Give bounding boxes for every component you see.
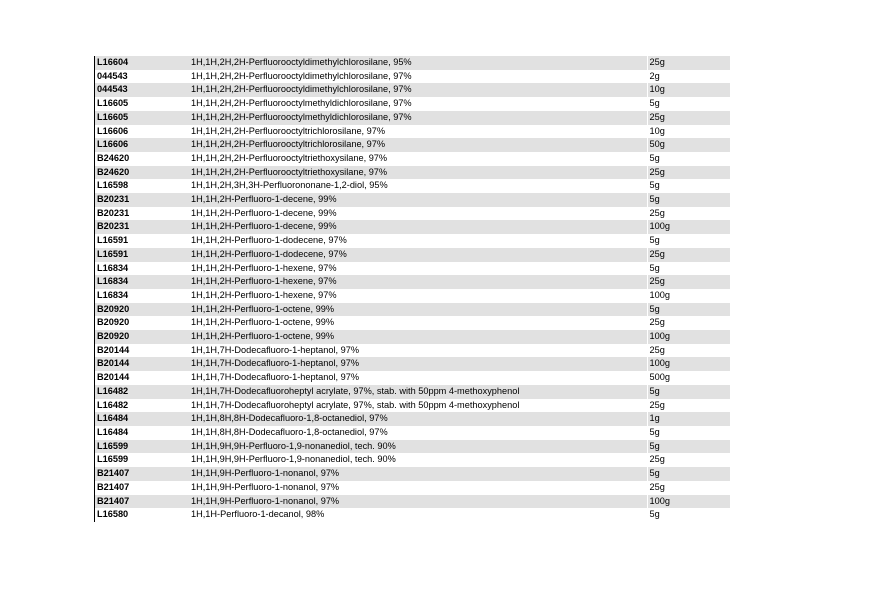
product-description-cell: 1H,1H,2H,2H-Perfluorooctyltriethoxysilane, 97%: [189, 166, 648, 180]
table-row: [95, 440, 730, 454]
catalog-code-cell: B21407: [95, 467, 190, 481]
catalog-code-cell: B24620: [95, 152, 190, 166]
catalog-code-cell: B20231: [95, 193, 190, 207]
product-description-cell: 1H,1H,8H,8H-Dodecafluoro-1,8-octanediol, 97%: [189, 412, 648, 426]
product-description-cell: 1H,1H,2H,2H-Perfluorooctyltriethoxysilane, 97%: [191, 152, 388, 163]
product-description-cell: 1H,1H,7H-Dodecafluoro-1-heptanol, 97%: [191, 372, 360, 383]
pack-size-cell: 5g: [649, 262, 660, 273]
table-row: [95, 412, 730, 426]
catalog-code-cell: L16598: [95, 179, 190, 193]
table-row: [95, 179, 730, 193]
pack-size-cell: 25g: [648, 166, 730, 180]
product-description-cell: 1H,1H-Perfluoro-1-decanol, 98%: [191, 509, 325, 520]
table-row: [95, 193, 730, 207]
catalog-code-cell: L16484: [95, 426, 190, 440]
pack-size-cell: 5g: [649, 180, 660, 191]
catalog-code-cell: B24620: [95, 166, 190, 180]
product-description-cell: 1H,1H,2H,2H-Perfluorooctylmethyldichlorosilane, 97%: [189, 111, 648, 125]
product-description-cell: 1H,1H,8H,8H-Dodecafluoro-1,8-octanediol, 97%: [191, 426, 388, 437]
table-row: [95, 152, 730, 166]
catalog-code-cell: L16591: [95, 248, 190, 262]
pack-size-cell: 10g: [648, 83, 730, 97]
pack-size-cell: 100g: [648, 495, 730, 509]
table-row: [95, 303, 730, 317]
table-row: [95, 330, 730, 344]
pack-size-cell: 1g: [648, 412, 730, 426]
table-row: [95, 234, 730, 248]
catalog-code-cell: B21407: [95, 495, 190, 509]
table-row: [95, 97, 730, 111]
catalog-code-cell: L16605: [95, 97, 190, 111]
catalog-code-cell: B20144: [95, 344, 190, 358]
catalog-code-cell: B20920: [95, 316, 190, 330]
pack-size-cell: 25g: [649, 454, 665, 465]
pack-size-cell: 25g: [648, 275, 730, 289]
product-description-cell: 1H,1H,2H-Perfluoro-1-hexene, 97%: [191, 262, 337, 273]
product-description-cell: 1H,1H,2H-Perfluoro-1-decene, 99%: [191, 207, 337, 218]
table-row: [95, 248, 730, 262]
catalog-code-cell: L16599: [95, 440, 190, 454]
table-row: [95, 495, 730, 509]
catalog-code-cell: 044543: [95, 70, 190, 84]
pack-size-cell: 25g: [649, 344, 665, 355]
catalog-code-cell: L16605: [95, 111, 190, 125]
product-description-cell: 1H,1H,7H-Dodecafluoroheptyl acrylate, 97%, stab. with 50ppm 4-methoxyphenol: [191, 399, 520, 410]
table-row: [95, 426, 730, 440]
catalog-code-cell: L16482: [95, 385, 190, 399]
product-description-cell: 1H,1H,2H,2H-Perfluorooctyldimethylchlorosilane, 97%: [189, 83, 648, 97]
pack-size-cell: 25g: [649, 207, 665, 218]
catalog-code-cell: L16591: [95, 234, 190, 248]
catalog-code-cell: L16604: [95, 56, 190, 70]
catalog-code-cell: L16606: [95, 125, 190, 139]
product-description-cell: 1H,1H,2H-Perfluoro-1-dodecene, 97%: [189, 248, 648, 262]
pack-size-cell: 500g: [649, 372, 670, 383]
product-description-cell: 1H,1H,2H-Perfluoro-1-decene, 99%: [189, 193, 648, 207]
pack-size-cell: 25g: [649, 481, 665, 492]
table-row: [95, 357, 730, 371]
pack-size-cell: 25g: [648, 56, 730, 70]
catalog-code-cell: L16834: [95, 262, 190, 276]
catalog-code-cell: B20231: [95, 220, 190, 234]
table-row: [95, 166, 730, 180]
pack-size-cell: 2g: [649, 70, 660, 81]
pack-size-cell: 50g: [648, 138, 730, 152]
table-row: [95, 344, 730, 358]
product-description-cell: 1H,1H,2H,2H-Perfluorooctyltrichlorosilane, 97%: [189, 138, 648, 152]
catalog-code-cell: L16834: [95, 289, 190, 303]
table-row: [95, 481, 730, 495]
catalog-code-cell: B20231: [95, 207, 190, 221]
pack-size-cell: 25g: [648, 111, 730, 125]
pack-size-cell: 5g: [648, 467, 730, 481]
catalog-code-cell: L16580: [95, 508, 190, 522]
table-row: [95, 207, 730, 221]
catalog-code-cell: L16482: [95, 399, 190, 413]
table-row: [95, 262, 730, 276]
table-row: [95, 70, 730, 84]
product-description-cell: 1H,1H,7H-Dodecafluoro-1-heptanol, 97%: [191, 344, 360, 355]
product-table-body: [95, 56, 730, 522]
product-description-cell: 1H,1H,2H-Perfluoro-1-hexene, 97%: [191, 289, 337, 300]
catalog-code-cell: B20144: [95, 357, 190, 371]
table-row: [95, 399, 730, 413]
pack-size-cell: 100g: [648, 357, 730, 371]
pack-size-cell: 25g: [649, 317, 665, 328]
pack-size-cell: 5g: [649, 235, 660, 246]
catalog-code-cell: L16606: [95, 138, 190, 152]
pack-size-cell: 25g: [649, 399, 665, 410]
table-row: [95, 220, 730, 234]
product-description-cell: 1H,1H,9H,9H-Perfluoro-1,9-nonanediol, tech. 90%: [191, 454, 396, 465]
table-row: [95, 275, 730, 289]
product-description-cell: 1H,1H,7H-Dodecafluoroheptyl acrylate, 97%, stab. with 50ppm 4-methoxyphenol: [189, 385, 648, 399]
pack-size-cell: 100g: [649, 289, 670, 300]
product-table: [94, 56, 730, 522]
table-row: [95, 453, 730, 467]
product-description-cell: 1H,1H,9H-Perfluoro-1-nonanol, 97%: [189, 467, 648, 481]
product-description-cell: 1H,1H,2H,2H-Perfluorooctyldimethylchlorosilane, 97%: [191, 70, 412, 81]
product-description-cell: 1H,1H,2H,2H-Perfluorooctyldimethylchlorosilane, 95%: [189, 56, 648, 70]
catalog-code-cell: L16484: [95, 412, 190, 426]
pack-size-cell: 5g: [648, 303, 730, 317]
product-description-cell: 1H,1H,2H-Perfluoro-1-octene, 99%: [189, 330, 648, 344]
pack-size-cell: 5g: [649, 152, 660, 163]
product-description-cell: 1H,1H,2H-Perfluoro-1-decene, 99%: [189, 220, 648, 234]
pack-size-cell: 5g: [648, 440, 730, 454]
table-row: [95, 316, 730, 330]
product-description-cell: 1H,1H,2H-Perfluoro-1-octene, 99%: [191, 317, 334, 328]
product-description-cell: 1H,1H,2H-Perfluoro-1-dodecene, 97%: [191, 235, 347, 246]
pack-size-cell: 5g: [649, 426, 660, 437]
pack-size-cell: 10g: [649, 125, 665, 136]
product-description-cell: 1H,1H,9H-Perfluoro-1-nonanol, 97%: [189, 495, 648, 509]
table-row: [95, 138, 730, 152]
table-row: [95, 289, 730, 303]
pack-size-cell: 100g: [648, 330, 730, 344]
table-row: [95, 467, 730, 481]
catalog-code-cell: B20144: [95, 371, 190, 385]
catalog-code-cell: L16599: [95, 453, 190, 467]
product-description-cell: 1H,1H,9H,9H-Perfluoro-1,9-nonanediol, tech. 90%: [189, 440, 648, 454]
table-row: [95, 508, 730, 522]
catalog-code-cell: B20920: [95, 330, 190, 344]
pack-size-cell: 5g: [649, 98, 660, 109]
product-description-cell: 1H,1H,7H-Dodecafluoro-1-heptanol, 97%: [189, 357, 648, 371]
product-description-cell: 1H,1H,2H,2H-Perfluorooctyltrichlorosilane, 97%: [191, 125, 386, 136]
pack-size-cell: 5g: [648, 193, 730, 207]
table-row: [95, 125, 730, 139]
table-row: [95, 56, 730, 70]
catalog-code-cell: B21407: [95, 481, 190, 495]
product-description-cell: 1H,1H,9H-Perfluoro-1-nonanol, 97%: [191, 481, 340, 492]
pack-size-cell: 5g: [649, 509, 660, 520]
product-description-cell: 1H,1H,2H-Perfluoro-1-hexene, 97%: [189, 275, 648, 289]
table-row: [95, 111, 730, 125]
catalog-code-cell: B20920: [95, 303, 190, 317]
catalog-code-cell: 044543: [95, 83, 190, 97]
pack-size-cell: 5g: [648, 385, 730, 399]
product-description-cell: 1H,1H,2H-Perfluoro-1-octene, 99%: [189, 303, 648, 317]
table-row: [95, 371, 730, 385]
pack-size-cell: 100g: [648, 220, 730, 234]
product-description-cell: 1H,1H,2H,2H-Perfluorooctylmethyldichlorosilane, 97%: [191, 98, 412, 109]
table-row: [95, 385, 730, 399]
catalog-code-cell: L16834: [95, 275, 190, 289]
table-row: [95, 83, 730, 97]
product-description-cell: 1H,1H,2H,3H,3H-Perfluorononane-1,2-diol, 95%: [191, 180, 388, 191]
pack-size-cell: 25g: [648, 248, 730, 262]
